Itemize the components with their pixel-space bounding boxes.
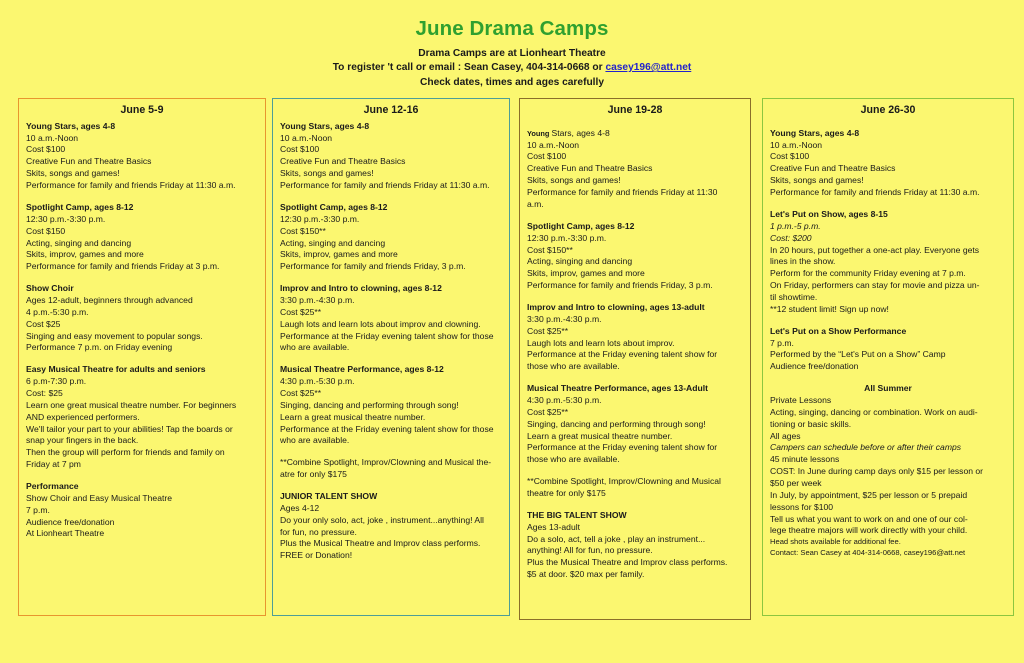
camp-block-line: Acting, singing and dancing <box>26 237 132 248</box>
camp-block <box>527 128 743 211</box>
camp-block-line: Ages 13-adult <box>527 521 581 532</box>
camp-block-line: 4:30 p.m.-5:30 p.m. <box>280 376 355 387</box>
camp-block-heading <box>527 128 743 140</box>
column-title: June 26-30 <box>860 104 916 116</box>
camp-block-line: Performance at the Friday evening talent show for <box>527 349 718 360</box>
camp-block-line: Performance 7 p.m. on Friday evening <box>26 342 173 353</box>
camp-column-june-12-16 <box>272 98 510 616</box>
camp-block-line: In 20 hours, put together a one-act play. Everyone gets <box>770 244 980 255</box>
camp-block-line: Friday at 7 pm <box>26 459 81 470</box>
camp-block-line: 3:30 p.m.-4:30 p.m. <box>280 294 355 305</box>
camp-block <box>280 491 502 562</box>
camp-block-line: 10 a.m.-Noon <box>770 139 823 150</box>
camp-block <box>280 283 502 354</box>
camp-block-line: Singing and easy movement to popular songs. <box>26 330 203 341</box>
camp-column-june-19-28 <box>519 98 751 620</box>
page-title: June Drama Camps <box>415 17 609 40</box>
camp-block-line: Creative Fun and Theatre Basics <box>527 163 653 174</box>
camp-block-line: who are available. <box>280 342 350 353</box>
camp-block-heading: Show Choir <box>26 283 74 294</box>
camp-block-heading: Improv and Intro to clowning, ages 13-adult <box>527 301 705 312</box>
camp-block <box>280 364 502 447</box>
camp-block-line: 6 p.m-7:30 p.m. <box>26 376 87 387</box>
venue-line: Drama Camps are at Lionheart Theatre <box>418 47 606 59</box>
camp-block-line: 10 a.m.-Noon <box>26 132 79 143</box>
camp-block-line: Cost $25 <box>26 318 61 329</box>
camp-block <box>527 476 743 500</box>
camp-block-heading: Improv and Intro to clowning, ages 8-12 <box>280 283 442 294</box>
camp-block-line: **Combine Spotlight, Improv/Clowning and Musical the- <box>280 457 492 468</box>
camp-block-line: Campers can schedule before or after their camps <box>770 442 962 453</box>
camp-block-heading: Easy Musical Theatre for adults and seniors <box>26 364 206 375</box>
camp-block-line: In July, by appointment, $25 per lesson or 5 prepaid <box>770 489 968 500</box>
camp-block-line: Cost: $25 <box>26 387 63 398</box>
camp-block-heading: Musical Theatre Performance, ages 8-12 <box>280 364 444 375</box>
camp-block-line: Performed by the “Let's Put on a Show” Camp <box>770 349 946 360</box>
camp-block-line: Cost: $200 <box>770 232 812 243</box>
camp-block-line: a.m. <box>527 198 544 209</box>
camp-block-line: lessons for $100 <box>770 501 834 512</box>
camp-block-line: Performance for family and friends Friday, 3 p.m. <box>280 261 466 272</box>
camp-block <box>26 121 258 192</box>
camp-block-line: Cost $100 <box>280 144 320 155</box>
column-title: June 19-28 <box>607 104 663 116</box>
camp-block-line: Cost $25** <box>280 387 322 398</box>
camp-block-line: Audience free/donation <box>770 361 859 372</box>
camp-block-line: Creative Fun and Theatre Basics <box>770 163 896 174</box>
camp-block-line: Performance for family and friends Friday at 11:30 a.m. <box>770 187 980 198</box>
camp-block <box>26 481 258 540</box>
camp-block-line: 12:30 p.m.-3:30 p.m. <box>527 232 607 243</box>
camp-block-line: for fun, no pressure. <box>280 526 357 537</box>
camp-block-line: 3:30 p.m.-4:30 p.m. <box>527 313 602 324</box>
camp-block <box>770 128 1006 199</box>
camp-block-line: Singing, dancing and performing through song! <box>527 418 706 429</box>
camp-block-heading: THE BIG TALENT SHOW <box>527 509 627 520</box>
camp-block-line: **12 student limit! Sign up now! <box>770 303 889 314</box>
camp-block-line: Performance for family and friends Friday at 3 p.m. <box>26 261 220 272</box>
camp-block-line: those who are available. <box>527 454 620 465</box>
camp-block-line: 7 p.m. <box>26 504 50 515</box>
camp-block-line: Cost $150 <box>26 225 66 236</box>
camp-block <box>26 283 258 354</box>
camp-block-line: Ages 4-12 <box>280 502 320 513</box>
camp-column-june-5-9 <box>18 98 266 616</box>
camp-block-heading: Let's Put on a Show Performance <box>770 325 907 336</box>
camp-block-line: 12:30 p.m.-3:30 p.m. <box>26 213 106 224</box>
camp-block-line: lines in the show. <box>770 256 836 267</box>
camp-block-heading: Young Stars, ages 4-8 <box>280 120 370 131</box>
camp-block-line: COST: In June during camp days only $15 per lesson or <box>770 466 984 477</box>
camp-block-line: Cost $100 <box>770 151 810 162</box>
camp-block-heading: Musical Theatre Performance, ages 13-Adult <box>527 383 709 394</box>
check-dates-line: Check dates, times and ages carefully <box>419 76 605 88</box>
camp-block-line: $5 at door. $20 max per family. <box>527 569 645 580</box>
camp-block-line: those who are available. <box>527 361 620 372</box>
camp-block-line: tioning or basic skills. <box>770 418 852 429</box>
camp-block-heading: Spotlight Camp, ages 8-12 <box>26 201 134 212</box>
registration-line <box>0 61 1024 75</box>
camp-block-line: Skits, songs and games! <box>26 168 120 179</box>
camp-block-line: snap your fingers in the back. <box>26 435 139 446</box>
camp-block-line: Creative Fun and Theatre Basics <box>280 156 406 167</box>
camp-block-line: Performance for family and friends Friday, 3 p.m. <box>527 280 713 291</box>
camp-block <box>280 202 502 273</box>
column-body <box>280 121 502 562</box>
camp-block-line: Private Lessons <box>770 394 832 405</box>
camp-block-line: Skits, songs and games! <box>527 175 621 186</box>
camp-block-line: Singing, dancing and performing through song! <box>280 399 459 410</box>
camp-block <box>26 364 258 471</box>
camp-block-line: theatre for only $175 <box>527 487 606 498</box>
camp-block-line: atre for only $175 <box>280 469 347 480</box>
camp-block-line: FREE or Donation! <box>280 550 353 561</box>
camp-block <box>26 202 258 273</box>
camp-block-line: Do a solo, act, tell a joke , play an instrument... <box>527 533 706 544</box>
flyer-header <box>0 0 1024 90</box>
camp-block-line: Performance for family and friends Friday at 11:30 <box>527 187 718 198</box>
camp-block-heading: Performance <box>26 480 79 491</box>
camp-block-line: Cost $25** <box>527 325 569 336</box>
heading-lead-word: Young <box>527 128 552 138</box>
camp-block-heading: All Summer <box>864 383 912 394</box>
camp-block <box>280 457 502 481</box>
camp-block-line: Show Choir and Easy Musical Theatre <box>26 492 173 503</box>
column-title: June 12-16 <box>363 104 419 116</box>
camp-block-line: Cost $150** <box>527 244 573 255</box>
camp-block-line: All ages <box>770 430 801 441</box>
camp-block-line: AND experienced performers. <box>26 411 140 422</box>
camp-block-line: Skits, improv, games and more <box>26 249 144 260</box>
camp-block-line: Performance at the Friday evening talent show for <box>527 442 718 453</box>
camp-block-line: 45 minute lessons <box>770 454 840 465</box>
camp-block-line: Cost $100 <box>527 151 567 162</box>
camp-block <box>527 383 743 466</box>
camp-block <box>527 302 743 373</box>
camp-block-line: $50 per week <box>770 477 822 488</box>
camp-block-line: Head shots available for additional fee. <box>770 537 901 547</box>
camp-block-line: **Combine Spotlight, Improv/Clowning and Musical <box>527 476 721 487</box>
camp-block-line: Performance for family and friends Friday at 11:30 a.m. <box>280 180 490 191</box>
camp-block-line: Acting, singing, dancing or combination. Work on audi- <box>770 406 978 417</box>
camp-block-line: Performance at the Friday evening talent show for those <box>280 330 494 341</box>
camp-block <box>770 383 1006 558</box>
camp-block-line: 4 p.m.-5:30 p.m. <box>26 306 89 317</box>
camp-block <box>527 221 743 292</box>
camp-block-line: Cost $150** <box>280 225 326 236</box>
camp-block <box>770 326 1006 373</box>
heading-rest: Stars, ages 4-8 <box>551 127 610 138</box>
camp-block <box>527 510 743 581</box>
camp-block-heading: Spotlight Camp, ages 8-12 <box>527 220 635 231</box>
camp-block-line: At Lionheart Theatre <box>26 528 105 539</box>
camp-block-line: Audience free/donation <box>26 516 115 527</box>
camp-block-heading: Let's Put on Show, ages 8-15 <box>770 208 888 219</box>
camp-block-line: Ages 12-adult, beginners through advanced <box>26 294 193 305</box>
camp-block-line: Tell us what you want to work on and one of our col- <box>770 513 968 524</box>
camp-block-line: Then the group will perform for friends and family on <box>26 447 225 458</box>
camp-block-line: Skits, improv, games and more <box>527 268 645 279</box>
camp-block <box>770 209 1006 316</box>
camp-block-line: Skits, songs and games! <box>280 168 374 179</box>
camp-block-line: Acting, singing and dancing <box>280 237 386 248</box>
camp-block-line: Skits, songs and games! <box>770 175 864 186</box>
camp-columns <box>0 98 1024 620</box>
camp-block-line: Learn a great musical theatre number. <box>527 430 673 441</box>
camp-block-line: Cost $25** <box>280 306 322 317</box>
camp-block-line: lege theatre majors will work directly with your child. <box>770 525 968 536</box>
camp-block-line: Learn a great musical theatre number. <box>280 411 426 422</box>
camp-block-heading: Young Stars, ages 4-8 <box>770 127 860 138</box>
camp-block-line: We'll tailor your part to your abilities! Tap the boards or <box>26 423 233 434</box>
column-body <box>770 128 1006 558</box>
camp-block-line: 1 p.m.-5 p.m. <box>770 220 821 231</box>
camp-block-line: Creative Fun and Theatre Basics <box>26 156 152 167</box>
column-title: June 5-9 <box>120 104 164 116</box>
camp-block-heading: Spotlight Camp, ages 8-12 <box>280 201 388 212</box>
registration-text: To register 't call or email : Sean Casey, 404-314-0668 or <box>332 62 606 74</box>
camp-block-line: Laugh lots and learn lots about improv. <box>527 337 675 348</box>
camp-block-line: Perform for the community Friday evening at 7 p.m. <box>770 268 966 279</box>
camp-block-line: Plus the Musical Theatre and Improv class performs. <box>280 538 481 549</box>
camp-block <box>280 121 502 192</box>
camp-block-line: 10 a.m.-Noon <box>280 132 333 143</box>
camp-block-line: Cost $100 <box>26 144 66 155</box>
camp-block-line: 4:30 p.m.-5:30 p.m. <box>527 394 602 405</box>
camp-block-line: Contact: Sean Casey at 404-314-0668, casey196@att.net <box>770 547 966 557</box>
camp-block-line: Do your only solo, act, joke , instrument...anything! All <box>280 514 484 525</box>
camp-block-line: Acting, singing and dancing <box>527 256 633 267</box>
column-body <box>527 128 743 581</box>
camp-block-line: Cost $25** <box>527 406 569 417</box>
camp-block-heading: Young Stars, ages 4-8 <box>26 120 116 131</box>
camp-block-line: Performance at the Friday evening talent show for those <box>280 423 494 434</box>
camp-block-line: 7 p.m. <box>770 337 794 348</box>
camp-block-line: anything! All for fun, no pressure. <box>527 545 653 556</box>
email-link[interactable]: casey196@att.net <box>605 62 692 74</box>
camp-column-june-26-30 <box>762 98 1014 616</box>
camp-block-line: who are available. <box>280 435 350 446</box>
column-body <box>26 121 258 541</box>
camp-block-line: Skits, improv, games and more <box>280 249 398 260</box>
camp-block-line: Learn one great musical theatre number. For beginners <box>26 399 237 410</box>
camp-block-line: til showtime. <box>770 291 818 302</box>
camp-block-line: 12:30 p.m.-3:30 p.m. <box>280 213 360 224</box>
camp-block-line: Plus the Musical Theatre and Improv class performs. <box>527 557 728 568</box>
camp-block-line: Laugh lots and learn lots about improv and clowning. <box>280 318 481 329</box>
camp-block-line: Performance for family and friends Friday at 11:30 a.m. <box>26 180 236 191</box>
camp-block-line: On Friday, performers can stay for movie and pizza un- <box>770 280 980 291</box>
camp-block-heading: JUNIOR TALENT SHOW <box>280 490 378 501</box>
camp-block-line: 10 a.m.-Noon <box>527 139 580 150</box>
